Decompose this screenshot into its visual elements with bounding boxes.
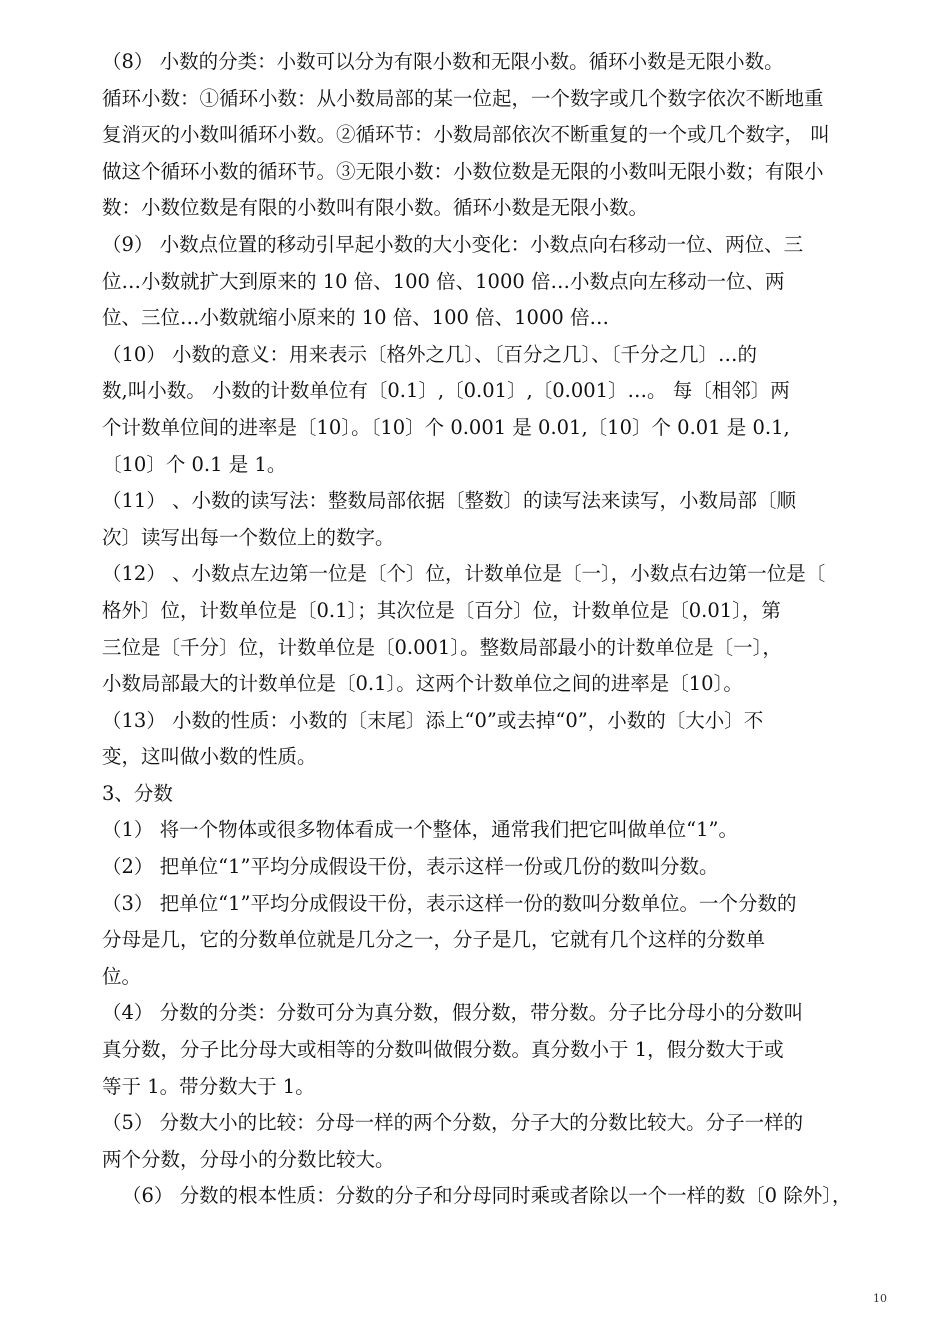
paragraph-decimal-places <box>102 556 908 702</box>
section-heading-fractions <box>102 776 908 813</box>
text-line: （10） 小数的意义：用来表示〔格外之几〕、〔百分之几〕、〔千分之几〕…的 <box>102 342 758 366</box>
text-line: 格外〕位，计数单位是〔0.1〕；其次位是〔百分〕位，计数单位是〔0.01〕，第 <box>102 598 781 622</box>
text-line: 做这个循环小数的循环节。③无限小数：小数位数是无限的小数叫无限小数；有限小 <box>102 159 824 183</box>
section-title: 3、分数 <box>102 781 173 805</box>
paragraph-fraction-basic-property <box>102 1178 908 1215</box>
text-line: 循环小数：①循环小数：从小数局部的某一位起，一个数字或几个数字依次不断地重 <box>102 86 824 110</box>
text-line: 变，这叫做小数的性质。 <box>102 745 317 769</box>
paragraph-fraction-classification <box>102 995 908 1105</box>
paragraph-fraction-unit <box>102 886 908 996</box>
text-line: （6） 分数的根本性质：分数的分子和分母同时乘或者除以一个一样的数〔0 除外〕， <box>122 1184 852 1208</box>
text-line: 位…小数就扩大到原来的 10 倍、100 倍、1000 倍…小数点向左移动一位、两 <box>102 269 785 293</box>
text-line: （13） 小数的性质：小数的〔末尾〕添上“0”或去掉“0”，小数的〔大小〕不 <box>102 708 764 732</box>
paragraph-fraction-comparison <box>102 1105 908 1178</box>
text-line: 复消灭的小数叫循环小数。②循环节：小数局部依次不断重复的一个或几个数字， 叫 <box>102 123 830 147</box>
text-line: （1） 将一个物体或很多物体看成一个整体，通常我们把它叫做单位“1”。 <box>102 818 738 842</box>
text-line: 数：小数位数是有限的小数叫有限小数。循环小数是无限小数。 <box>102 196 649 220</box>
text-line: （4） 分数的分类：分数可分为真分数，假分数，带分数。分子比分母小的分数叫 <box>102 1001 804 1025</box>
paragraph-decimal-reading-writing <box>102 483 908 556</box>
page-number: 10 <box>873 1292 887 1305</box>
text-line: 数,叫小数。 小数的计数单位有〔0.1〕,〔0.01〕,〔0.001〕…。 每〔相邻〕两 <box>102 379 790 403</box>
paragraph-decimal-property <box>102 703 908 776</box>
text-line: （8） 小数的分类：小数可以分为有限小数和无限小数。循环小数是无限小数。 <box>102 50 784 73</box>
text-line: （3） 把单位“1”平均分成假设干份，表示这样一份的数叫分数单位。一个分数的 <box>102 891 797 915</box>
paragraph-fraction-definition <box>102 849 908 886</box>
paragraph-decimal-point-moving <box>102 227 908 337</box>
text-line: 个计数单位间的进率是〔10〕。〔10〕个 0.001 是 0.01,〔10〕个 0.01 是 0.1, <box>102 415 790 439</box>
text-line: 小数局部最大的计数单位是〔0.1〕。这两个计数单位之间的进率是〔10〕。 <box>102 672 743 696</box>
text-line: （5） 分数大小的比较：分母一样的两个分数，分子大的分数比较大。分子一样的 <box>102 1111 804 1135</box>
document-body <box>102 44 908 1215</box>
text-line: （2） 把单位“1”平均分成假设干份，表示这样一份或几份的数叫分数。 <box>102 855 719 879</box>
text-line: 真分数，分子比分母大或相等的分数叫做假分数。真分数小于 1，假分数大于或 <box>102 1038 784 1062</box>
text-line: 两个分数，分母小的分数比较大。 <box>102 1147 395 1171</box>
paragraph-unit-one <box>102 812 908 849</box>
text-line: 等于 1。带分数大于 1。 <box>102 1074 315 1098</box>
text-line: （12） 、小数点左边第一位是〔个〕位，计数单位是〔一〕，小数点右边第一位是〔 <box>102 562 826 586</box>
text-line: 位、三位…小数就缩小原来的 10 倍、100 倍、1000 倍… <box>102 306 609 330</box>
text-line: 分母是几，它的分数单位就是几分之一，分子是几，它就有几个这样的分数单 <box>102 928 766 952</box>
text-line: （9） 小数点位置的移动引早起小数的大小变化：小数点向右移动一位、两位、三 <box>102 232 804 256</box>
text-line: （11） 、小数的读写法：整数局部依据〔整数〕的读写法来读写，小数局部〔顺 <box>102 489 797 513</box>
text-line: 次〕读写出每一个数位上的数字。 <box>102 525 395 549</box>
text-line: 位。 <box>102 964 142 988</box>
paragraph-decimal-meaning <box>102 337 908 483</box>
text-line: 〔10〕个 0.1 是 1。 <box>102 452 287 476</box>
paragraph-decimal-classification <box>102 44 908 227</box>
text-line: 三位是〔千分〕位，计数单位是〔0.001〕。整数局部最小的计数单位是〔一〕， <box>102 635 782 659</box>
